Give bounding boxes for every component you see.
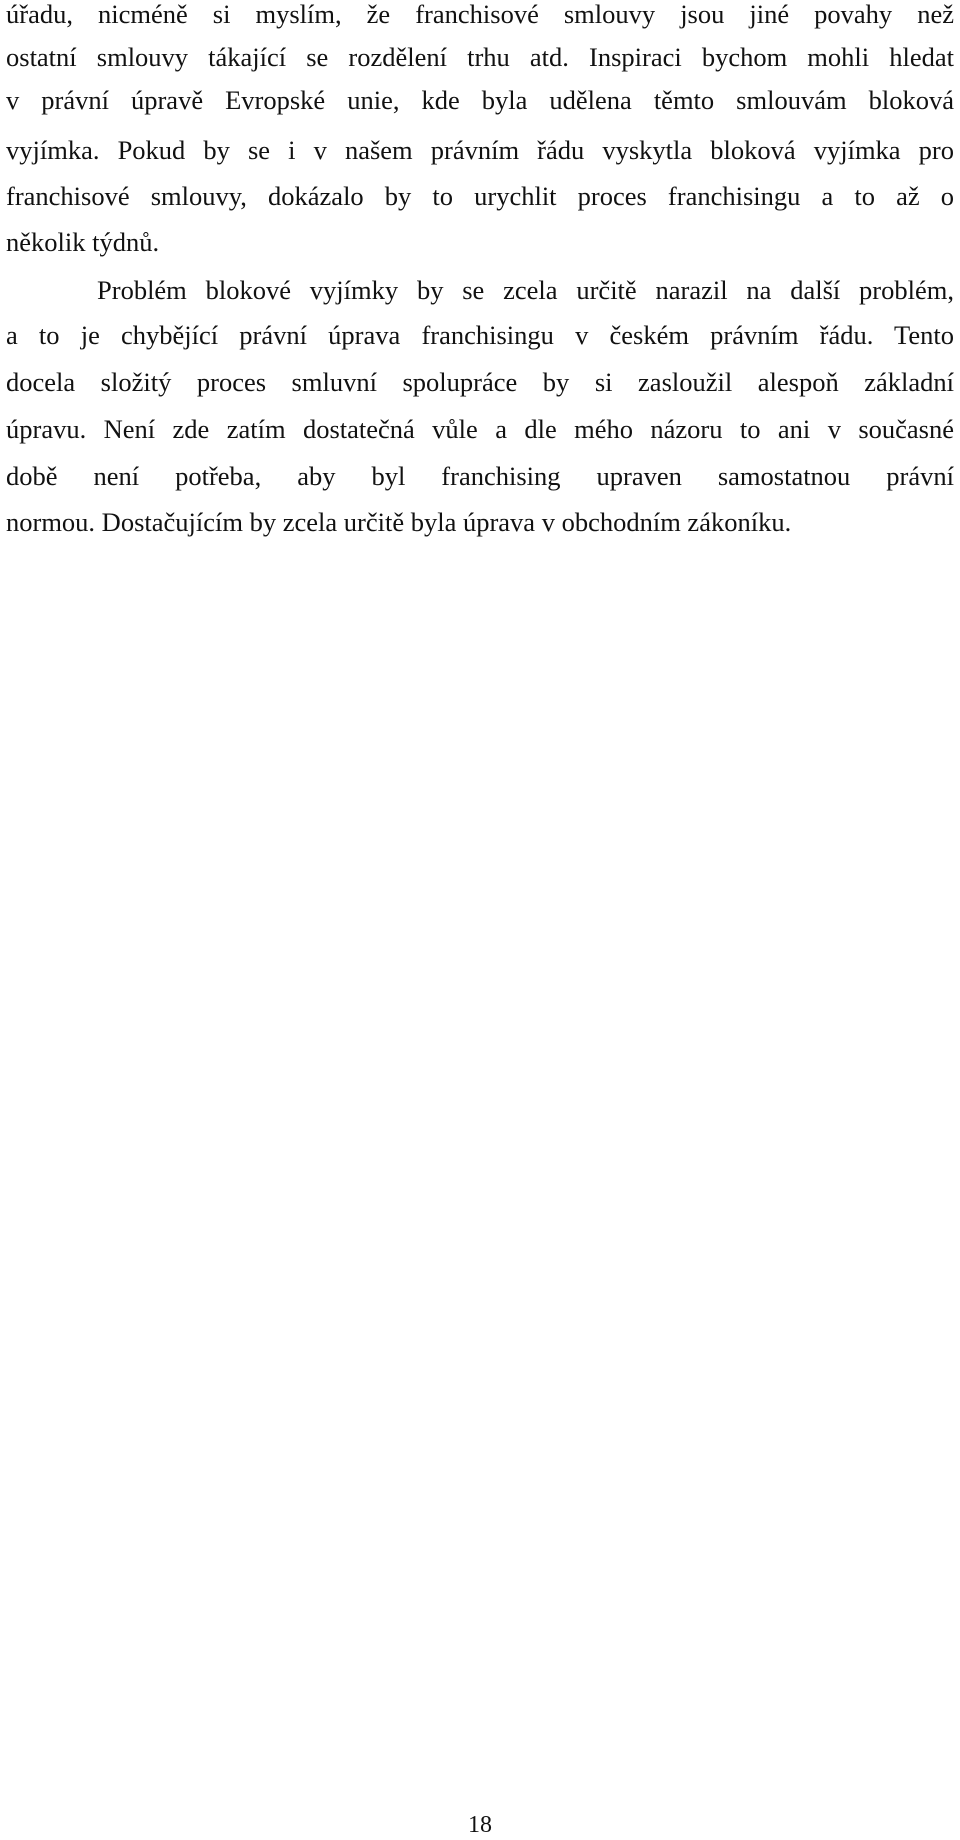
paragraph-2-line-1: Problém blokové vyjímky by se zcela určitě narazil na další problém, bbox=[97, 275, 954, 305]
paragraph-1-line-4: vyjímka. Pokud by se i v našem právním řádu vyskytla bloková vyjímka pro bbox=[6, 135, 954, 165]
paragraph-2-line-4: úpravu. Není zde zatím dostatečná vůle a dle mého názoru to ani v současné bbox=[6, 414, 954, 444]
paragraph-1-line-5: franchisové smlouvy, dokázalo by to urychlit proces franchisingu a to až o bbox=[6, 181, 954, 211]
paragraph-1-line-2: ostatní smlouvy tákající se rozdělení trhu atd. Inspiraci bychom mohli hledat bbox=[6, 42, 954, 72]
paragraph-2-line-3: docela složitý proces smluvní spolupráce by si zasloužil alespoň základní bbox=[6, 367, 954, 397]
paragraph-1-line-3: v právní úpravě Evropské unie, kde byla udělena těmto smlouvám bloková bbox=[6, 85, 954, 115]
paragraph-1-line-6: několik týdnů. bbox=[6, 227, 160, 257]
paragraph-1-line-1: úřadu, nicméně si myslím, že franchisové smlouvy jsou jiné povahy než bbox=[6, 0, 954, 29]
paragraph-2-line-6: normou. Dostačujícím by zcela určitě byla úprava v obchodním zákoníku. bbox=[6, 507, 792, 537]
page-number: 18 bbox=[468, 1812, 492, 1838]
paragraph-2-line-5: době není potřeba, aby byl franchising upraven samostatnou právní bbox=[6, 461, 954, 491]
paragraph-2-line-2: a to je chybějící právní úprava franchisingu v českém právním řádu. Tento bbox=[6, 320, 954, 350]
